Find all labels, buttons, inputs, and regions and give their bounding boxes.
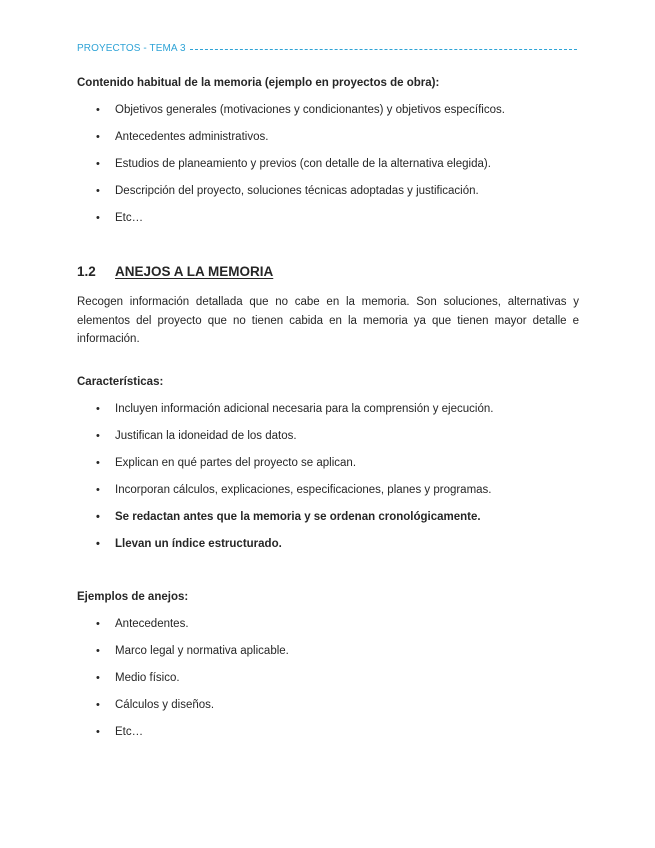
memoria-contents-block	[77, 77, 579, 238]
examples-block	[77, 591, 579, 752]
list-item: • Medio físico.	[96, 672, 180, 684]
characteristics-label: Características:	[77, 376, 164, 388]
list-item: • Incluyen información adicional necesaria para la comprensión y ejecución.	[96, 403, 494, 415]
bullet-icon: •	[96, 618, 100, 630]
list-item: • Antecedentes administrativos.	[96, 131, 269, 143]
running-header-text: PROYECTOS - TEMA 3	[77, 43, 186, 54]
section-heading	[77, 264, 273, 279]
bullet-icon: •	[96, 158, 100, 170]
list-item: • Justifican la idoneidad de los datos.	[96, 430, 297, 442]
list-item: • Marco legal y normativa aplicable.	[96, 645, 289, 657]
list-item: • Descripción del proyecto, soluciones técnicas adoptadas y justificación.	[96, 185, 479, 197]
bullet-icon: •	[96, 672, 100, 684]
memoria-contents-list	[77, 103, 579, 238]
characteristics-list	[77, 402, 579, 564]
memoria-contents-label: Contenido habitual de la memoria (ejemplo en proyectos de obra):	[77, 77, 440, 89]
examples-label: Ejemplos de anejos:	[77, 591, 189, 603]
bullet-icon: •	[96, 699, 100, 711]
characteristics-block	[77, 376, 579, 564]
bullet-icon: •	[96, 403, 100, 415]
bullet-icon: •	[96, 430, 100, 442]
bullet-icon: •	[96, 131, 100, 143]
section-paragraph: Recogen información detallada que no cabe en la memoria. Son soluciones, alternativas y elementos del proyecto que no tienen cabida en la memoria ya que tienen mayor detalle e información.	[77, 296, 579, 345]
bullet-icon: •	[96, 457, 100, 469]
list-item-bold: • Se redactan antes que la memoria y se ordenan cronológicamente.	[96, 511, 481, 523]
bullet-icon: •	[96, 645, 100, 657]
list-item: • Estudios de planeamiento y previos (con detalle de la alternativa elegida).	[96, 158, 491, 170]
bullet-icon: •	[96, 511, 100, 523]
bullet-icon: •	[96, 726, 100, 738]
list-item: • Etc…	[96, 212, 144, 224]
bullet-icon: •	[96, 185, 100, 197]
list-item: • Etc…	[96, 726, 144, 738]
list-item: • Incorporan cálculos, explicaciones, especificaciones, planes y programas.	[96, 484, 492, 496]
list-item: • Objetivos generales (motivaciones y condicionantes) y objetivos específicos.	[96, 104, 505, 116]
bullet-icon: •	[96, 212, 100, 224]
list-item: • Explican en qué partes del proyecto se aplican.	[96, 457, 357, 469]
list-item: • Cálculos y diseños.	[96, 699, 215, 711]
bullet-icon: •	[96, 484, 100, 496]
bullet-icon: •	[96, 538, 100, 550]
running-header	[77, 43, 577, 54]
examples-list	[77, 617, 579, 752]
bullet-icon: •	[96, 104, 100, 116]
list-item: • Antecedentes.	[96, 618, 189, 630]
header-dashed-rule	[190, 49, 577, 50]
section-title: ANEJOS A LA MEMORIA	[115, 264, 274, 279]
list-item-bold: • Llevan un índice estructurado.	[96, 538, 282, 550]
section-number: 1.2	[77, 264, 96, 279]
